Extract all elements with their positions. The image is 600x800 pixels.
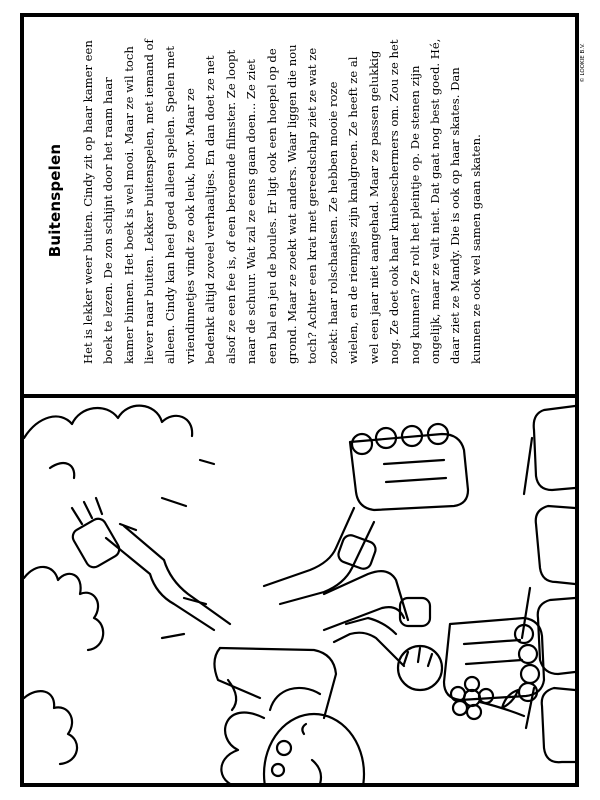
- roller-skate-icon: [350, 424, 544, 701]
- story-panel: [24, 17, 575, 390]
- page-title: Buitenspelen: [46, 143, 64, 258]
- story-text: Het is lekker weer buiten. Cindy zit op haar kamer een boek te lezen. De zon schijnt door het raam haar kamer binnen. Het boek is wel mooi. Maar ze wil toch liever naar buiten. Lekker buitenspelen, met iemand of alleen. Cindy kan heel goed alleen spelen. Spelen met vriendinnetjes vindt ze ook leuk, hoor. Maar ze bedenkt altijd zoveel verhaaltjes. En dan doet ze net alsof ze een fee is, of een beroemde filmster. Ze loopt naar de schuur. Wat zal ze eens gaan doen... Ze ziet een bal en jeu de boules. Er ligt ook een hoepel op de grond. Maar ze zoekt wat anders. Waar liggen die nou toch? Achter een krat met gereedschap ziet ze wat ze zoekt: haar rolschaatsen. Ze hebben mooie roze wielen, en de riempjes zijn knalgroen. Ze heeft ze al wel een jaar niet aangehad. Maar ze passen gelukkig nog. Ze doet ook haar kniebeschermers om. Zou ze het nog kunnen? Ze rolt het pleintje op. De stenen zijn ongelijk, maar ze valt niet. Dat gaat nog best goed. Hé, daar ziet ze Mandy. Die is ook op haar skates. Dan kunnen ze ook wel samen gaan skaten.: [81, 38, 483, 364]
- coloring-illustration: [24, 398, 575, 783]
- copyright-text: © LOOKIE B.V.: [580, 43, 586, 83]
- girl-icon: [70, 498, 442, 783]
- bush-icon: [24, 406, 192, 764]
- copyright-notice: [576, 22, 588, 112]
- cobblestone-icon: [522, 406, 575, 762]
